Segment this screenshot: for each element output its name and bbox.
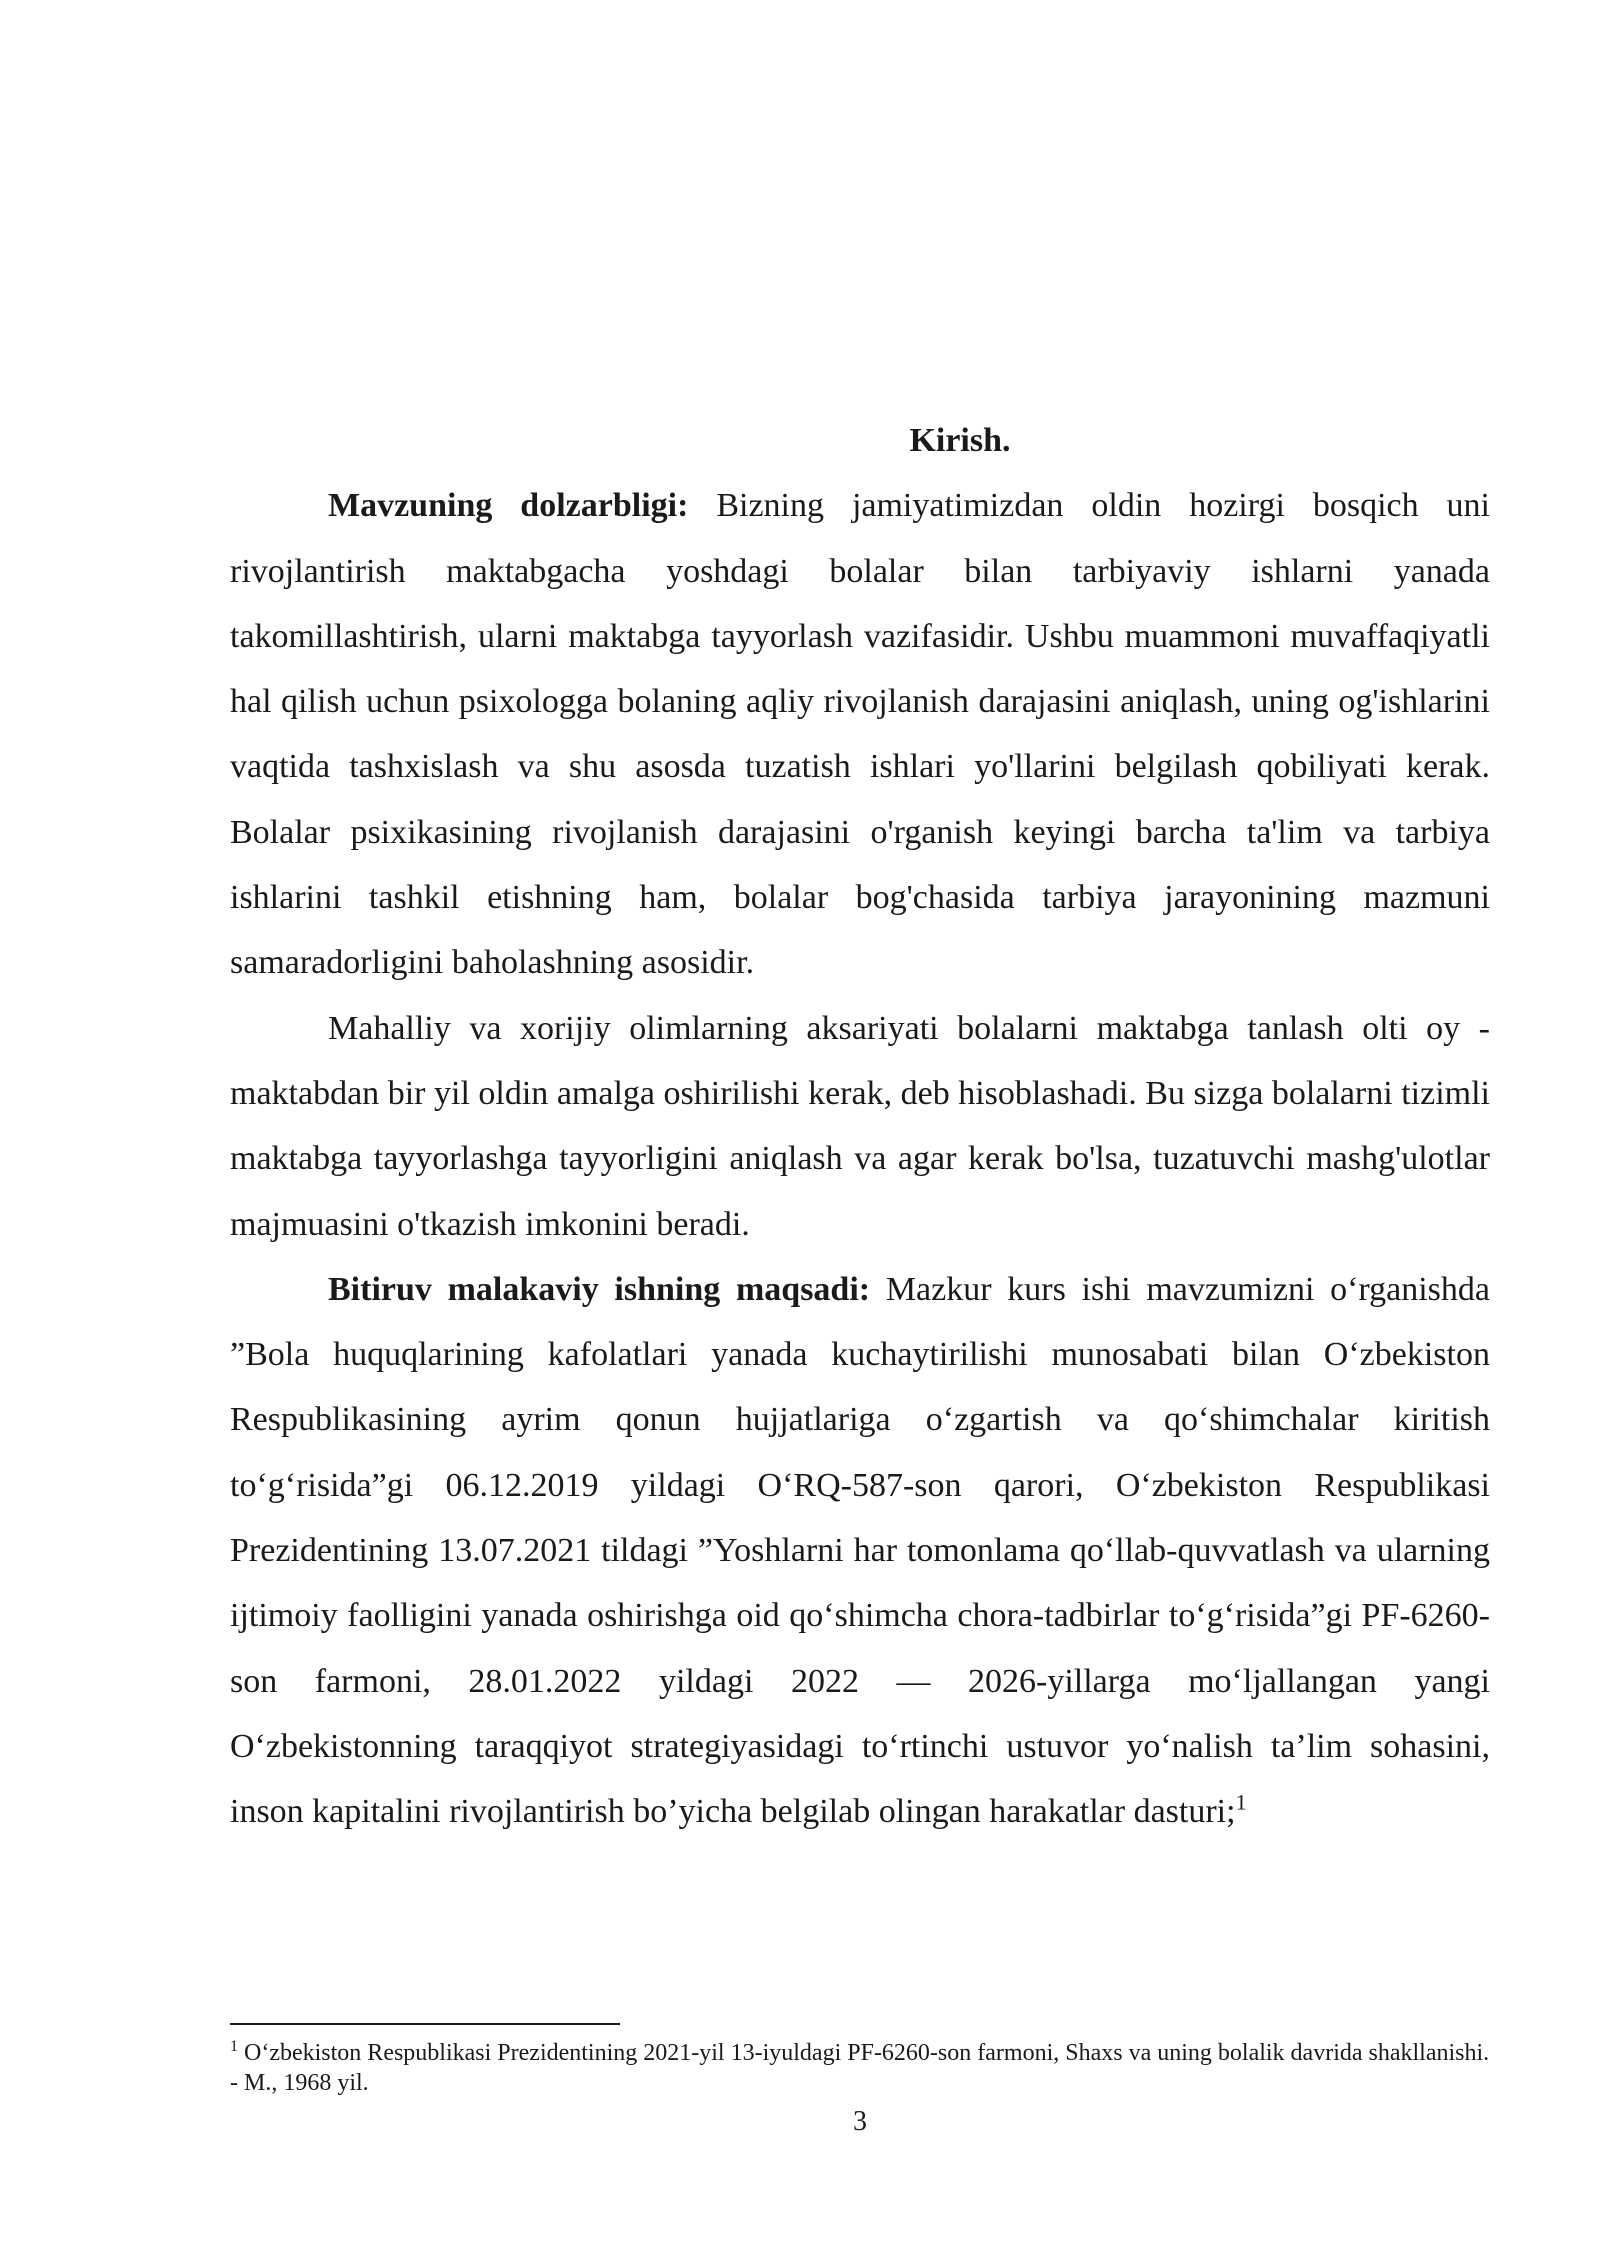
- paragraph-text-goal: Mazkur kurs ishi mavzumizni o‘rganishda ”Bola huquqlarining kafolatlari yanada kuchaytirilishi munosabati bilan O‘zbekiston Respublikasining ayrim qonun hujjatlariga o‘zgartish va qo‘shimchalar kiritish to‘g‘risida”gi 06.12.2019 yildagi O‘RQ-587-son qarori, O‘zbekiston Respublikasi Prezidentining 13.07.2021 tildagi ”Yoshlarni har tomonlama qo‘llab-quvvatlash va ularning ijtimoiy faolligini yanada oshirishga oid qo‘shimcha chora-tadbirlar to‘g‘risida”gi PF-6260-son farmoni, 28.01.2022 yildagi 2022 — 2026-yillarga mo‘ljallangan yangi O‘zbekistonning taraqqiyot strategiyasidagi to‘rtinchi ustuvor yo‘nalish ta’lim sohasini, inson kapitalini rivojlantirish bo’yicha belgilab olingan harakatlar dasturi;: [230, 1270, 1490, 1831]
- footnote-reference[interactable]: 1: [1235, 1789, 1247, 1815]
- footnote: [230, 2038, 1490, 2098]
- paragraph-lead-relevance: Mavzuning dolzarbligi:: [328, 487, 689, 525]
- paragraph-text-scholars: Mahalliy va xorijiy olimlarning aksariyati bolalarni maktabga tanlash olti oy - maktabdan bir yil oldin amalga oshirilishi kerak, deb hisoblashadi. Bu sizga bolalarni tizimli maktabga tayyorlashga tayyorligini aniqlash va agar kerak bo'lsa, tuzatuvchi mashg'ulotlar majmuasini o'tkazish imkonini beradi.: [230, 1009, 1490, 1243]
- footnote-text: O‘zbekiston Respublikasi Prezidentining 2021-yil 13-iyuldagi PF-6260-son farmoni, Shaxs va uning bolalik davrida shakllanishi. - M., 1968 yil.: [230, 2040, 1490, 2096]
- paragraph-scholars: [230, 996, 1490, 1257]
- paragraph-goal: [230, 1257, 1490, 1845]
- paragraph-lead-goal: Bitiruv malakaviy ishning maqsadi:: [328, 1270, 871, 1308]
- footnote-number: 1: [230, 2038, 238, 2055]
- section-heading: Kirish.: [909, 422, 1011, 459]
- paragraph-text-relevance: Bizning jamiyatimizdan oldin hozirgi bosqich uni rivojlantirish maktabgacha yoshdagi bolalar bilan tarbiyaviy ishlarni yanada takomillashtirish, ularni maktabga tayyorlash vazifasidir. Ushbu muammoni muvaffaqiyatli hal qilish uchun psixologga bolaning aqliy rivojlanish darajasini aniqlash, uning og'ishlarini vaqtida tashxislash va shu asosda tuzatish ishlari yo'llarini belgilash qobiliyati kerak. Bolalar psixikasining rivojlanish darajasini o'rganish keyingi barcha ta'lim va tarbiya ishlarini tashkil etishning ham, bolalar bog'chasida tarbiya jarayonining mazmuni samaradorligini baholashning asosidir.: [230, 487, 1490, 982]
- document-body: [230, 408, 1490, 1845]
- paragraph-relevance: [230, 473, 1490, 995]
- footnote-divider: [230, 2023, 620, 2025]
- page-number: 3: [853, 2106, 867, 2137]
